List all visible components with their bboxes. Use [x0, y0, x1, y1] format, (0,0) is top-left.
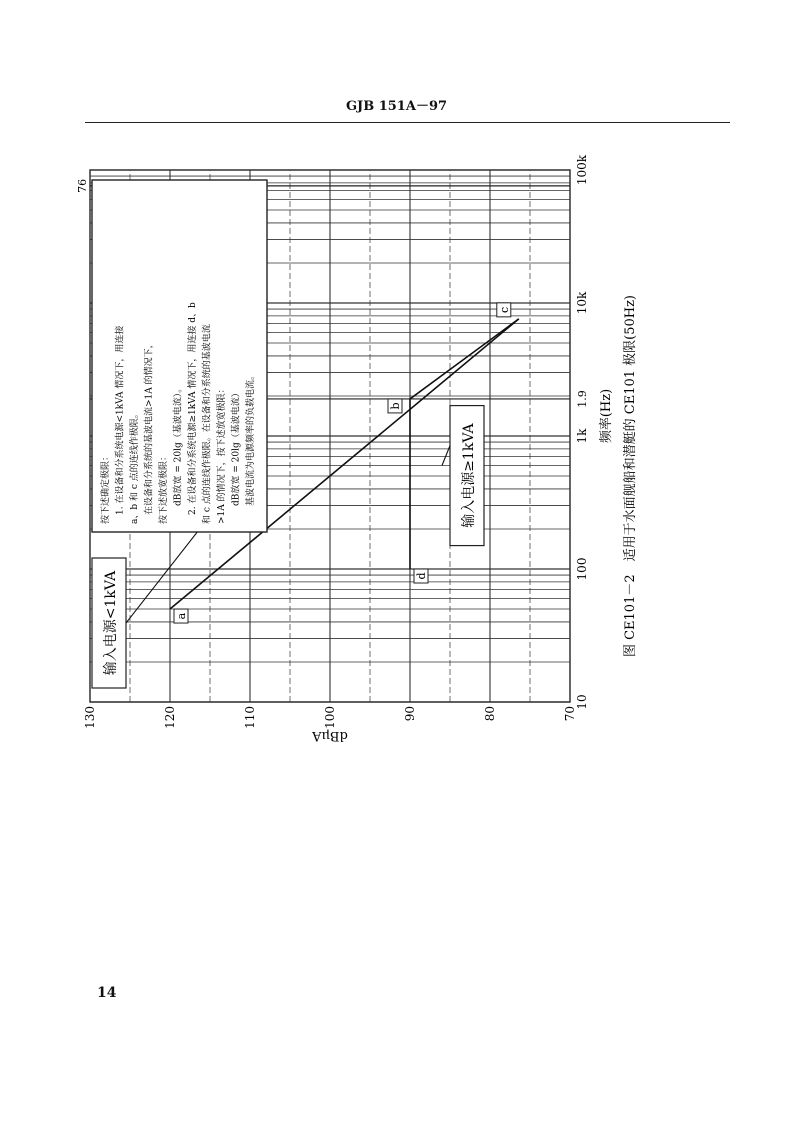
y-axis-label: dBμA: [312, 728, 348, 743]
x-tick-label: 1k: [575, 428, 589, 444]
x-axis-label: 频率(Hz): [599, 388, 614, 444]
rotated-plot: [76, 154, 638, 743]
annotation-layer: [92, 180, 511, 688]
note-line: dB放宽 = 20lg（基波电流）: [231, 388, 242, 524]
y-tick-label: 120: [163, 706, 177, 729]
note-line: a、b 和 c 点的连线作极限。: [130, 409, 140, 524]
x-tick-label: 10k: [575, 291, 589, 315]
point-label-a: [174, 609, 188, 623]
note-line: 在设备和分系统的基波电流>1A 的情况下，: [144, 339, 155, 524]
note-line: 基波电流为电源频率的负载电流。: [246, 370, 256, 524]
chart-title: 图 CE101－2 适用于水面舰船和潜艇的 CE101 极限(50Hz): [623, 294, 638, 658]
y-tick-label: 100: [323, 706, 337, 729]
x-tick-label: 100k: [575, 154, 589, 186]
y-tick-label: 70: [563, 706, 577, 722]
x-marker-label: 76: [76, 178, 89, 193]
x-tick-label: 10: [575, 694, 589, 710]
document-header: GJB 151A－97: [345, 99, 448, 114]
ce101-limit-chart: [40, 154, 760, 743]
y-tick-label: 90: [403, 706, 417, 722]
callout-ge-text: 输入电源≥1kVA: [461, 423, 477, 528]
point-label-d: [414, 569, 428, 583]
note-line: 和 c 点的连线作极限。在设备和分系统的基波电流: [202, 324, 213, 524]
point-label-b: [388, 399, 402, 413]
note-line: >1A 的情况下，按下述放宽极限：: [217, 384, 227, 524]
point-label-c: [497, 303, 511, 317]
callout-lt-text: 输入电源<1kVA: [103, 570, 119, 676]
page-number: 14: [97, 985, 117, 1001]
x-marker-label: 1.9: [576, 390, 589, 408]
note-line: 按下述放宽极限：: [159, 451, 169, 524]
note-line: 按下述确定极限：: [101, 451, 111, 524]
y-tick-label: 80: [483, 706, 497, 722]
point-letter: a: [175, 612, 188, 620]
y-tick-label: 110: [243, 706, 257, 729]
note-line: 1. 在设备和分系统电源<1kVA 情况下，用连接: [115, 325, 126, 524]
point-letter: d: [415, 572, 428, 580]
y-tick-label: 130: [83, 706, 97, 729]
note-line: 2. 在设备和分系统电源≥1kVA 情况下，用连接 d、b: [188, 302, 198, 524]
point-letter: c: [497, 306, 511, 313]
note-line: dB放宽 = 20lg（基波电流）。: [173, 383, 184, 524]
x-tick-label: 100: [575, 557, 589, 581]
point-letter: b: [389, 402, 402, 410]
header-rule: [85, 122, 730, 123]
